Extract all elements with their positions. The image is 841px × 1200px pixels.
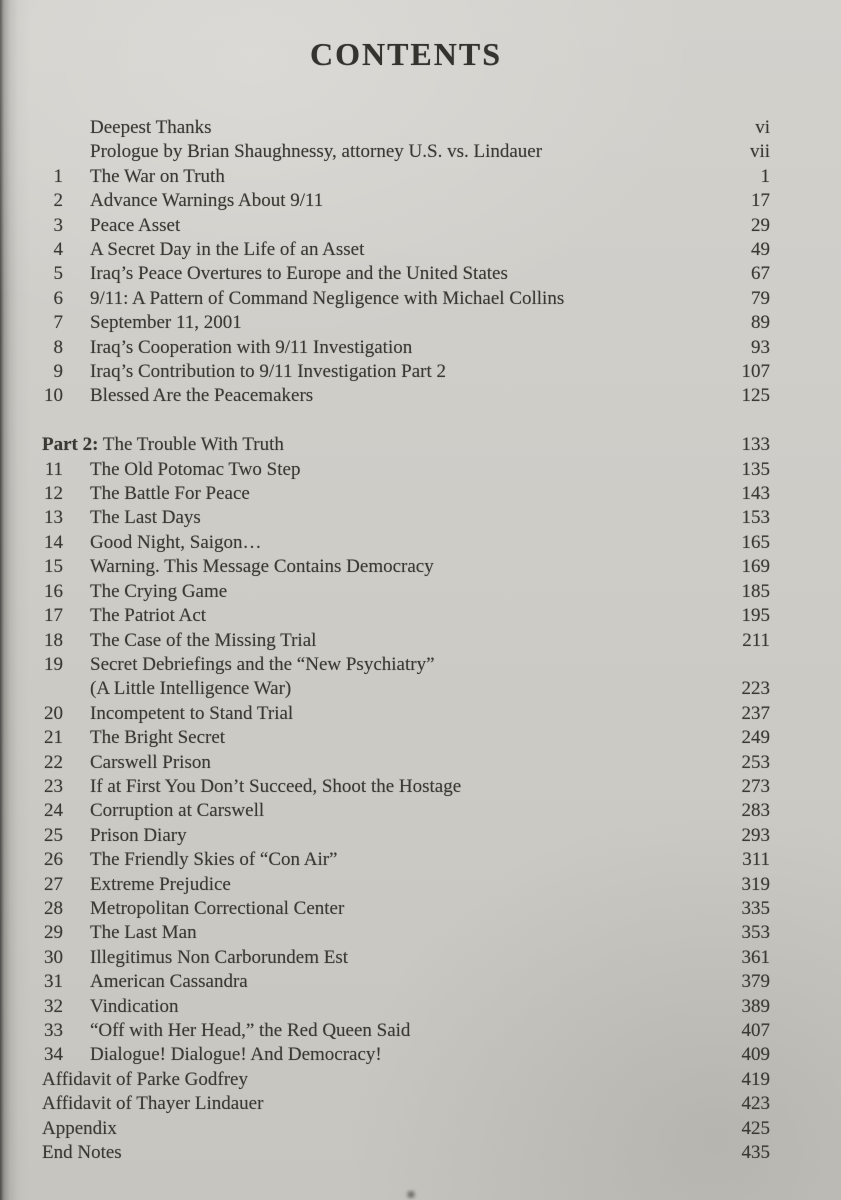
entry-title — [63, 970, 700, 994]
page-number: 283 — [741, 800, 770, 822]
entry-title — [63, 140, 700, 164]
entry-title — [42, 1092, 700, 1116]
toc-row — [42, 1068, 770, 1092]
chapter-number: 16 — [44, 580, 63, 602]
entry-title — [63, 531, 700, 555]
entry-title-text: Good Night, Saigon… — [90, 531, 262, 553]
page-number: 293 — [741, 824, 770, 846]
chapter-number — [42, 677, 63, 701]
toc-row — [42, 1117, 770, 1141]
chapter-number: 30 — [44, 946, 63, 968]
chapter-number: 11 — [44, 458, 63, 480]
partial-page-number-mark — [404, 1190, 418, 1199]
chapter-number: 14 — [44, 531, 63, 553]
page-number: 135 — [741, 458, 770, 480]
entry-title — [63, 702, 700, 726]
page-number: 407 — [741, 1020, 770, 1042]
chapter-number: 2 — [53, 190, 63, 212]
entry-title — [63, 116, 700, 140]
entry-title-text: Affidavit of Parke Godfrey — [42, 1068, 248, 1090]
page-number: 125 — [741, 385, 770, 407]
toc-row — [42, 189, 770, 213]
page-number: 49 — [751, 239, 770, 261]
entry-title-text: Metropolitan Correctional Center — [90, 897, 345, 919]
entry-title — [63, 873, 700, 897]
page-number: 195 — [741, 605, 770, 627]
chapter-number: 4 — [53, 239, 63, 261]
page-number: 143 — [741, 483, 770, 505]
page-number: 29 — [751, 214, 770, 236]
entry-title — [63, 604, 700, 628]
entry-title-text: Prison Diary — [90, 824, 187, 846]
entry-title — [63, 775, 700, 799]
toc-row — [42, 287, 770, 311]
page-number: 361 — [741, 946, 770, 968]
chapter-number: 25 — [44, 824, 63, 846]
chapter-number: 18 — [44, 629, 63, 651]
page-number: 237 — [741, 702, 770, 724]
page-number: 319 — [741, 873, 770, 895]
toc-row — [42, 116, 770, 140]
chapter-number: 17 — [44, 605, 63, 627]
entry-title-text: Iraq’s Cooperation with 9/11 Investigation — [90, 336, 413, 358]
entry-title — [42, 433, 700, 457]
entry-title-text: American Cassandra — [90, 971, 248, 993]
entry-title-text: Illegitimus Non Carborundem Est — [90, 946, 349, 968]
page-number: 253 — [741, 751, 770, 773]
toc-row — [42, 995, 770, 1019]
toc-row — [42, 946, 770, 970]
entry-title-text: The Friendly Skies of “Con Air” — [90, 849, 338, 871]
chapter-number: 9 — [53, 361, 63, 383]
entry-title-text: End Notes — [42, 1142, 122, 1164]
chapter-number: 28 — [44, 897, 63, 919]
entry-title — [63, 262, 700, 286]
chapter-number: 12 — [44, 483, 63, 505]
entry-title-text: Secret Debriefings and the “New Psychiatry” — [90, 653, 435, 675]
chapter-number: 31 — [44, 971, 63, 993]
entry-title-text: Incompetent to Stand Trial — [90, 702, 294, 724]
toc-row — [42, 629, 770, 653]
page-number: 153 — [741, 507, 770, 529]
page-number: 249 — [741, 727, 770, 749]
entry-title — [42, 1117, 700, 1141]
entry-title — [63, 165, 700, 189]
entry-title — [63, 458, 700, 482]
chapter-number: 13 — [44, 507, 63, 529]
chapter-number: 6 — [53, 287, 63, 309]
toc-row — [42, 873, 770, 897]
chapter-number: 21 — [44, 727, 63, 749]
entry-title — [63, 824, 700, 848]
chapter-number: 33 — [44, 1020, 63, 1042]
entry-title-text: Extreme Prejudice — [90, 873, 231, 895]
part-label: Part 2: — [42, 434, 99, 456]
entry-title-text: Prologue by Brian Shaughnessy, attorney U.S. vs. Lindauer — [90, 141, 543, 163]
entry-title-text: Peace Asset — [90, 214, 181, 236]
entry-title-text: Dialogue! Dialogue! And Democracy! — [90, 1044, 382, 1066]
entry-title-text: Advance Warnings About 9/11 — [90, 190, 324, 212]
toc-row — [42, 677, 770, 701]
toc-row — [42, 970, 770, 994]
page-number: 409 — [741, 1044, 770, 1066]
toc-row — [42, 165, 770, 189]
entry-title-text: Iraq’s Peace Overtures to Europe and the United States — [90, 263, 508, 285]
entry-title — [63, 653, 700, 677]
chapter-number: 32 — [44, 995, 63, 1017]
entry-title — [63, 336, 700, 360]
entry-title-text: If at First You Don’t Succeed, Shoot the Hostage — [90, 775, 462, 797]
toc-row — [42, 262, 770, 286]
entry-title — [63, 287, 700, 311]
entry-title — [63, 506, 700, 530]
page-number: 93 — [751, 336, 770, 358]
entry-title — [63, 726, 700, 750]
entry-title — [63, 995, 700, 1019]
entry-title-text: The Trouble With Truth — [98, 434, 284, 456]
page-number: 389 — [741, 995, 770, 1017]
entry-title-text: The War on Truth — [90, 165, 225, 187]
chapter-number: 26 — [44, 849, 63, 871]
entry-title-text: Iraq’s Contribution to 9/11 Investigation Part 2 — [90, 361, 447, 383]
entry-title-text: 9/11: A Pattern of Command Negligence with Michael Collins — [90, 287, 565, 309]
page-number: 223 — [741, 678, 770, 700]
chapter-number: 27 — [44, 873, 63, 895]
page-number: 79 — [751, 287, 770, 309]
page-number: 67 — [751, 263, 770, 285]
toc-row — [42, 726, 770, 750]
entry-title — [63, 848, 700, 872]
entry-title-text: The Patriot Act — [90, 605, 207, 627]
page-number: 1 — [760, 165, 770, 187]
toc-row — [42, 360, 770, 384]
chapter-number: 24 — [44, 800, 63, 822]
entry-title-text: Corruption at Carswell — [90, 800, 265, 822]
chapter-number: 15 — [44, 556, 63, 578]
chapter-number: 22 — [44, 751, 63, 773]
page-number: 425 — [741, 1117, 770, 1139]
page-number: vii — [749, 141, 770, 163]
entry-title — [63, 311, 700, 335]
toc-row — [42, 458, 770, 482]
toc-row — [42, 384, 770, 408]
chapter-number: 20 — [44, 702, 63, 724]
page-number: 379 — [741, 971, 770, 993]
page-number: 335 — [741, 897, 770, 919]
page-number: vi — [755, 117, 770, 138]
entry-title — [63, 946, 700, 970]
toc-row — [42, 1092, 770, 1116]
chapter-number: 3 — [53, 214, 63, 236]
toc-row — [42, 751, 770, 775]
entry-title-text: Warning. This Message Contains Democracy — [90, 556, 434, 578]
chapter-number: 19 — [44, 653, 63, 675]
toc-list — [42, 116, 770, 1165]
page-number: 423 — [741, 1093, 770, 1115]
toc-row — [42, 214, 770, 238]
entry-title — [63, 897, 700, 921]
entry-title-text: Deepest Thanks — [90, 117, 212, 138]
page-number: 107 — [741, 361, 770, 383]
toc-row — [42, 311, 770, 335]
toc-row — [42, 1019, 770, 1043]
page-title: CONTENTS — [309, 36, 503, 72]
page-number: 169 — [741, 556, 770, 578]
chapter-number — [42, 140, 63, 164]
entry-title — [63, 629, 700, 653]
entry-title-text: The Last Days — [90, 507, 201, 529]
entry-title-text: Appendix — [42, 1117, 117, 1139]
entry-title-text: Carswell Prison — [90, 751, 211, 773]
entry-title-text: (A Little Intelligence War) — [90, 678, 292, 700]
page-number: 273 — [741, 775, 770, 797]
toc-row — [42, 848, 770, 872]
toc-row — [42, 799, 770, 823]
entry-title-text: The Old Potomac Two Step — [90, 458, 301, 480]
toc-row — [42, 482, 770, 506]
toc-row — [42, 531, 770, 555]
chapter-number: 10 — [44, 385, 63, 407]
page-number: 435 — [741, 1142, 770, 1164]
chapter-number: 29 — [44, 922, 63, 944]
toc-row — [42, 555, 770, 579]
toc-row — [42, 336, 770, 360]
entry-title-text: The Case of the Missing Trial — [90, 629, 317, 651]
entry-title — [42, 1141, 700, 1165]
entry-title — [63, 1019, 700, 1043]
chapter-number: 1 — [53, 165, 63, 187]
entry-title-text: The Last Man — [90, 922, 197, 944]
entry-title — [63, 751, 700, 775]
page-number: 211 — [742, 629, 770, 651]
entry-title — [63, 677, 700, 701]
entry-title — [63, 580, 700, 604]
toc-row — [42, 140, 770, 164]
entry-title-text: Affidavit of Thayer Lindauer — [42, 1093, 264, 1115]
toc-row — [42, 653, 770, 677]
toc-row — [42, 433, 770, 457]
toc-row — [42, 1141, 770, 1165]
entry-title-text: The Battle For Peace — [90, 483, 250, 505]
toc-row — [42, 775, 770, 799]
page-number: 419 — [741, 1068, 770, 1090]
entry-title — [63, 360, 700, 384]
toc-row — [42, 702, 770, 726]
entry-title — [63, 189, 700, 213]
toc-row — [42, 604, 770, 628]
entry-title — [63, 238, 700, 262]
page-number: 165 — [741, 531, 770, 553]
toc-row — [42, 897, 770, 921]
entry-title-text: Blessed Are the Peacemakers — [90, 385, 314, 407]
chapter-number: 5 — [53, 263, 63, 285]
entry-title — [63, 384, 700, 408]
page-number: 17 — [751, 190, 770, 212]
chapter-number — [42, 116, 63, 140]
entry-title-text: September 11, 2001 — [90, 312, 242, 334]
entry-title-text: “Off with Her Head,” the Red Queen Said — [90, 1020, 411, 1042]
page-number — [700, 653, 770, 677]
entry-title-text: The Bright Secret — [90, 727, 226, 749]
entry-title — [63, 214, 700, 238]
toc-row — [42, 238, 770, 262]
toc-row — [42, 824, 770, 848]
entry-title — [63, 482, 700, 506]
page-number: 89 — [751, 312, 770, 334]
page-number: 185 — [741, 580, 770, 602]
chapter-number: 34 — [44, 1044, 63, 1066]
page-number: 311 — [742, 849, 770, 871]
entry-title — [63, 799, 700, 823]
entry-title-text: The Crying Game — [90, 580, 228, 602]
entry-title-text: Vindication — [90, 995, 179, 1017]
toc-row — [42, 580, 770, 604]
entry-title-text: A Secret Day in the Life of an Asset — [90, 239, 365, 261]
chapter-number: 8 — [53, 336, 63, 358]
chapter-number: 23 — [44, 775, 63, 797]
entry-title — [63, 1043, 700, 1067]
entry-title — [42, 1068, 700, 1092]
page-number: 353 — [741, 922, 770, 944]
page-number: 133 — [741, 434, 770, 456]
toc-row — [42, 921, 770, 945]
chapter-number: 7 — [53, 312, 63, 334]
toc-row — [42, 506, 770, 530]
entry-title — [63, 921, 700, 945]
entry-title — [63, 555, 700, 579]
toc-row — [42, 1043, 770, 1067]
